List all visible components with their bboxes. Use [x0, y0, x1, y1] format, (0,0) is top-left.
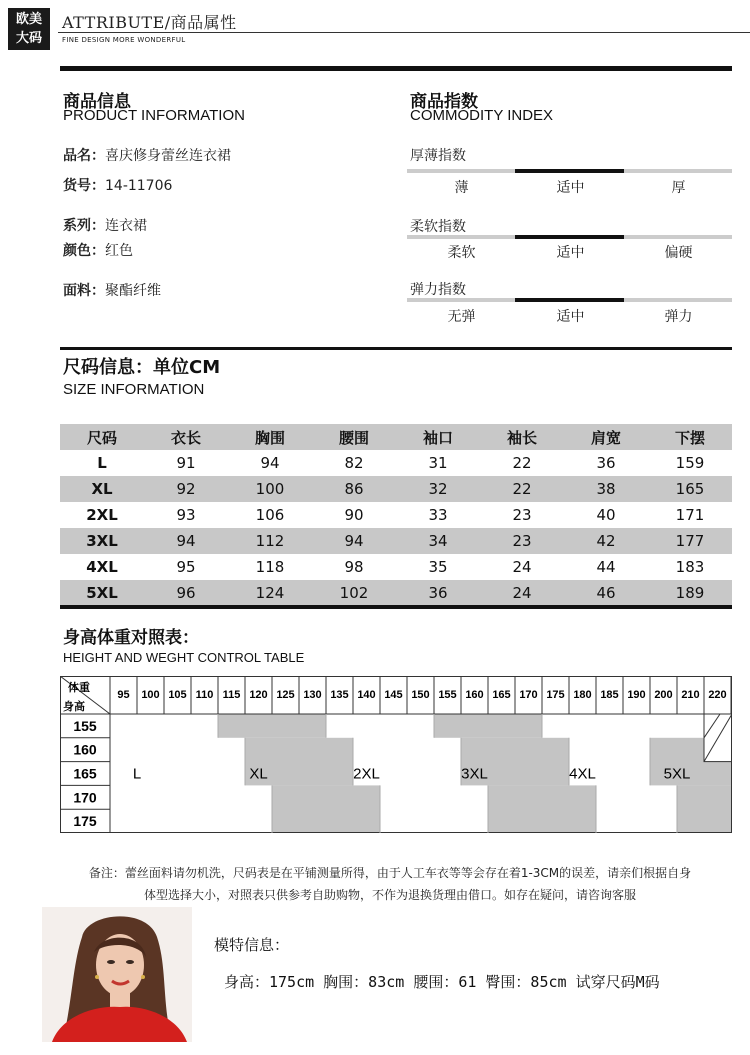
size-cell: 32: [428, 480, 448, 498]
product-field: 品名：喜庆修身蕾丝连衣裙: [63, 148, 231, 164]
size-cell: 35: [428, 558, 448, 576]
hw-weight-label: 150: [411, 689, 430, 701]
size-cell: 24: [512, 584, 532, 602]
size-cell: 183: [675, 558, 705, 576]
index-name-elasticity: 弹力指数: [410, 282, 466, 298]
hw-heading: 身高体重对照表：: [63, 628, 199, 648]
hw-weight-label: 135: [330, 689, 349, 701]
hw-height-label: 155: [73, 717, 97, 734]
size-cell-label: 2XL: [86, 506, 118, 524]
size-cell: 86: [344, 480, 364, 498]
size-cell: 102: [339, 584, 369, 602]
hw-weight-label: 95: [117, 689, 130, 701]
size-cell: 100: [255, 480, 285, 498]
logo-line2: 大码: [15, 31, 42, 46]
hw-weight-label: 110: [195, 689, 214, 701]
size-cell: 94: [176, 532, 196, 550]
size-cell: 22: [512, 454, 532, 472]
section-divider-top: [60, 66, 732, 71]
hw-weight-label: 140: [357, 689, 376, 701]
size-cell: 31: [428, 454, 448, 472]
hw-height-label: 165: [73, 765, 97, 782]
hw-size-label: 2XL: [353, 765, 380, 783]
index-name-softness: 柔软指数: [410, 219, 466, 235]
index-option: 弹力: [664, 309, 693, 325]
hw-weight-label: 165: [492, 689, 511, 701]
size-cell: 98: [344, 558, 364, 576]
size-heading-en: SIZE INFORMATION: [63, 381, 205, 398]
size-cell: 94: [260, 454, 280, 472]
hw-weight-label: 120: [249, 689, 268, 701]
size-cell: 189: [675, 584, 705, 602]
size-col-header: 腰围: [338, 428, 369, 447]
index-option: 适中: [556, 245, 585, 261]
index-option: 薄: [454, 180, 469, 196]
size-cell: 94: [344, 532, 364, 550]
hw-weight-label: 200: [654, 689, 673, 701]
hw-heading-en: HEIGHT AND WEGHT CONTROL TABLE: [63, 650, 305, 665]
model-photo: [42, 907, 192, 1042]
hw-weight-label: 155: [438, 689, 457, 701]
hw-size-label: 4XL: [569, 765, 596, 783]
size-col-header: 肩宽: [590, 428, 621, 447]
size-cell: 38: [596, 480, 616, 498]
hw-size-label: XL: [249, 765, 268, 783]
product-field: 货号：14-11706: [63, 178, 173, 194]
hw-size-label: 3XL: [461, 765, 488, 783]
size-cell: 165: [675, 480, 705, 498]
index-option: 厚: [671, 180, 686, 196]
size-cell: 96: [176, 584, 196, 602]
hw-weight-label: 115: [222, 689, 241, 701]
hw-weight-label: 190: [627, 689, 646, 701]
size-band-fill: [677, 785, 731, 833]
size-cell: 44: [596, 558, 616, 576]
header-title: ATTRIBUTE/商品属性: [62, 13, 237, 32]
header-subtitle: FINE DESIGN MORE WONDERFUL: [62, 36, 186, 44]
hw-weight-label: 170: [519, 689, 538, 701]
size-col-header: 衣长: [170, 428, 201, 447]
commodity-heading: 商品指数: [410, 92, 478, 112]
size-cell: 91: [176, 454, 196, 472]
size-cell-label: 5XL: [86, 584, 118, 602]
index-option: 偏硬: [664, 245, 693, 261]
size-heading: 尺码信息：单位CM: [63, 357, 221, 378]
size-band-fill: [218, 714, 326, 738]
size-cell: 23: [512, 506, 532, 524]
size-col-header: 袖长: [506, 428, 537, 447]
size-cell: 177: [675, 532, 705, 550]
size-cell-label: 4XL: [86, 558, 118, 576]
size-cell: 95: [176, 558, 196, 576]
size-cell: 46: [596, 584, 616, 602]
index-option: 适中: [556, 180, 585, 196]
size-col-header: 尺码: [86, 428, 117, 447]
hw-weight-label: 145: [384, 689, 403, 701]
size-cell: 106: [255, 506, 285, 524]
hw-weight-label: 100: [141, 689, 160, 701]
logo-line1: 欧美: [15, 12, 42, 27]
note-line2: 体型选择大小，对照表只供参考自助购物，不作为退换货理由借口。如存在疑问，请咨询客服: [143, 888, 636, 902]
size-cell: 92: [176, 480, 196, 498]
section-divider-hw: [60, 605, 732, 609]
hw-size-label: 5XL: [663, 765, 691, 783]
product-heading-en: PRODUCT INFORMATION: [63, 107, 245, 124]
product-field: 面料：聚酯纤维: [63, 283, 161, 299]
hw-height-label: 160: [73, 741, 97, 758]
section-divider-size: [60, 347, 732, 350]
index-bar-thickness: [407, 169, 732, 173]
size-col-header: 下摆: [674, 428, 705, 447]
hw-weight-label: 180: [573, 689, 592, 701]
size-cell: 93: [176, 506, 196, 524]
index-bar-elasticity: [407, 298, 732, 302]
hw-weight-label: 130: [303, 689, 322, 701]
size-cell: 22: [512, 480, 532, 498]
size-table-row: [60, 580, 732, 606]
index-option: 适中: [556, 309, 585, 325]
index-name-thickness: 厚薄指数: [410, 148, 466, 164]
size-cell-label: XL: [91, 480, 113, 498]
size-cell: 36: [596, 454, 616, 472]
size-cell: 40: [596, 506, 616, 524]
brand-logo: [8, 8, 50, 50]
size-table-row: [60, 528, 732, 554]
size-cell: 34: [428, 532, 448, 550]
size-cell: 112: [255, 532, 285, 550]
size-cell-label: 3XL: [86, 532, 118, 550]
size-cell: 118: [255, 558, 285, 576]
note-line1: 备注：蕾丝面料请勿机洗，尺码表是在平铺测量所得，由于人工车衣等等会存在着1-3CM的误差，请亲们根据自身: [88, 866, 692, 880]
product-field: 系列：连衣裙: [63, 218, 147, 234]
hw-corner-height: 身高: [63, 701, 85, 713]
size-table-row: [60, 502, 732, 528]
index-option: 无弹: [447, 309, 476, 325]
size-cell: 36: [428, 584, 448, 602]
hw-weight-label: 105: [168, 689, 187, 701]
size-table-header: [60, 424, 732, 450]
hw-height-label: 170: [73, 789, 97, 806]
size-cell: 171: [675, 506, 705, 524]
hw-weight-label: 185: [600, 689, 619, 701]
hw-size-label: L: [132, 765, 142, 783]
size-cell: 124: [255, 584, 285, 602]
hw-corner-weight: 体重: [68, 682, 90, 694]
index-bar-softness: [407, 235, 732, 239]
height-weight-table: [60, 676, 732, 833]
commodity-heading-en: COMMODITY INDEX: [410, 107, 554, 124]
size-table-row: [60, 554, 732, 580]
size-band-fill: [272, 785, 380, 833]
model-title: 模特信息：: [214, 936, 290, 954]
hw-weight-label: 220: [708, 689, 727, 701]
size-table-row: [60, 476, 732, 502]
product-field: 颜色：红色: [63, 243, 133, 259]
product-heading: 商品信息: [63, 92, 131, 112]
size-cell: 42: [596, 532, 616, 550]
hw-height-label: 175: [73, 813, 97, 830]
size-cell: 24: [512, 558, 532, 576]
size-table-row: [60, 450, 732, 476]
size-band-fill: [434, 714, 542, 738]
size-cell: 82: [344, 454, 364, 472]
size-col-header: 袖口: [422, 428, 453, 447]
size-band-fill: [488, 785, 596, 833]
hw-weight-label: 125: [276, 689, 295, 701]
hw-weight-label: 160: [465, 689, 484, 701]
size-cell: 33: [428, 506, 448, 524]
size-cell-label: L: [97, 454, 107, 472]
size-cell: 23: [512, 532, 532, 550]
size-col-header: 胸围: [254, 428, 285, 447]
hw-weight-label: 210: [681, 689, 700, 701]
size-cell: 90: [344, 506, 364, 524]
index-option: 柔软: [447, 245, 476, 261]
model-info: 身高：175cm 胸围：83cm 腰围：61 臀围：85cm 试穿尺码M码: [224, 973, 660, 991]
hw-weight-label: 175: [546, 689, 565, 701]
header-divider: [58, 32, 750, 33]
size-cell: 159: [675, 454, 705, 472]
